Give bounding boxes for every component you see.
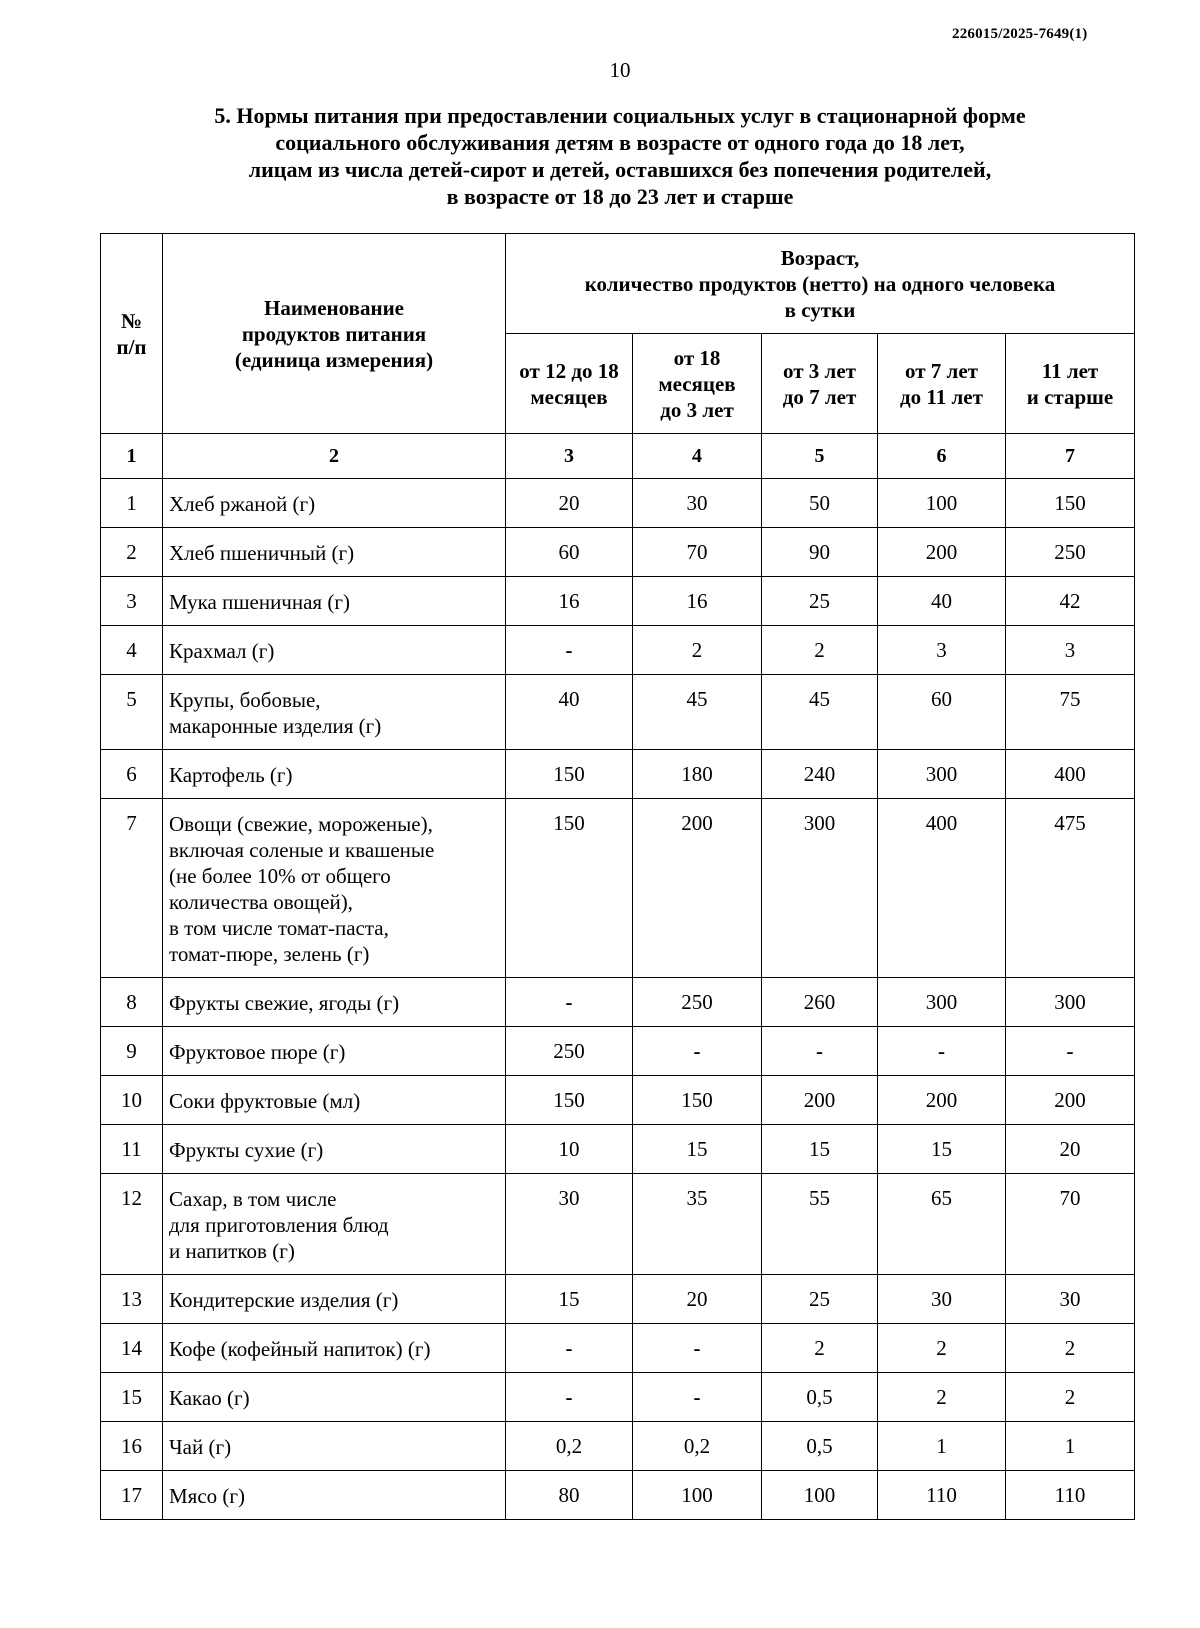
- quantity-cell: 25: [762, 577, 878, 626]
- quantity-cell: -: [762, 1027, 878, 1076]
- title-line: лицам из числа детей-сирот и детей, оставшихся без попечения родителей,: [248, 157, 992, 182]
- quantity-cell: 300: [762, 799, 878, 978]
- quantity-cell: 2: [762, 626, 878, 675]
- quantity-cell: -: [506, 978, 633, 1027]
- product-name-cell: Соки фруктовые (мл): [163, 1076, 506, 1125]
- quantity-cell: 400: [878, 799, 1006, 978]
- quantity-cell: 30: [1006, 1275, 1135, 1324]
- table-row: [101, 1422, 1135, 1471]
- quantity-cell: 150: [506, 1076, 633, 1125]
- quantity-cell: -: [506, 626, 633, 675]
- quantity-cell: 200: [878, 1076, 1006, 1125]
- quantity-cell: 2: [633, 626, 762, 675]
- quantity-cell: 80: [506, 1471, 633, 1520]
- product-name-cell: Фруктовое пюре (г): [163, 1027, 506, 1076]
- header-age-column: 11 лет и старше: [1006, 334, 1135, 434]
- quantity-cell: -: [506, 1373, 633, 1422]
- table-row: [101, 626, 1135, 675]
- product-name-cell: Кофе (кофейный напиток) (г): [163, 1324, 506, 1373]
- product-name-cell: Мука пшеничная (г): [163, 577, 506, 626]
- product-name-cell: Сахар, в том числе для приготовления блюд и напитков (г): [163, 1174, 506, 1275]
- product-name-cell: Крупы, бобовые, макаронные изделия (г): [163, 675, 506, 750]
- table-row: [101, 1324, 1135, 1373]
- table-row: [101, 528, 1135, 577]
- quantity-cell: -: [633, 1324, 762, 1373]
- quantity-cell: 250: [633, 978, 762, 1027]
- quantity-cell: 20: [633, 1275, 762, 1324]
- table-row: [101, 1275, 1135, 1324]
- quantity-cell: 90: [762, 528, 878, 577]
- column-number: 6: [878, 434, 1006, 479]
- quantity-cell: 70: [1006, 1174, 1135, 1275]
- table-row: [101, 1076, 1135, 1125]
- product-name-cell: Фрукты сухие (г): [163, 1125, 506, 1174]
- quantity-cell: 15: [633, 1125, 762, 1174]
- row-number-cell: 7: [101, 799, 163, 978]
- header-age-group: Возраст, количество продуктов (нетто) на одного человека в сутки: [506, 234, 1135, 334]
- row-number-cell: 14: [101, 1324, 163, 1373]
- nutrition-norms-table: [100, 233, 1135, 1520]
- quantity-cell: 0,5: [762, 1422, 878, 1471]
- quantity-cell: 45: [762, 675, 878, 750]
- quantity-cell: 25: [762, 1275, 878, 1324]
- row-number-cell: 15: [101, 1373, 163, 1422]
- column-number: 7: [1006, 434, 1135, 479]
- header-row-number: № п/п: [101, 234, 163, 434]
- quantity-cell: 16: [506, 577, 633, 626]
- table-row: [101, 577, 1135, 626]
- quantity-cell: 0,5: [762, 1373, 878, 1422]
- row-number-cell: 11: [101, 1125, 163, 1174]
- quantity-cell: 475: [1006, 799, 1135, 978]
- quantity-cell: 60: [506, 528, 633, 577]
- quantity-cell: 35: [633, 1174, 762, 1275]
- quantity-cell: 0,2: [633, 1422, 762, 1471]
- quantity-cell: 300: [878, 750, 1006, 799]
- quantity-cell: 30: [506, 1174, 633, 1275]
- header-age-column: от 12 до 18 месяцев: [506, 334, 633, 434]
- quantity-cell: 300: [1006, 978, 1135, 1027]
- row-number-cell: 12: [101, 1174, 163, 1275]
- title-line: 5. Нормы питания при предоставлении социальных услуг в стационарной форме: [214, 103, 1026, 128]
- row-number-cell: 13: [101, 1275, 163, 1324]
- quantity-cell: 200: [1006, 1076, 1135, 1125]
- column-number: 3: [506, 434, 633, 479]
- product-name-cell: Кондитерские изделия (г): [163, 1275, 506, 1324]
- quantity-cell: 0,2: [506, 1422, 633, 1471]
- quantity-cell: 2: [878, 1373, 1006, 1422]
- quantity-cell: 110: [878, 1471, 1006, 1520]
- quantity-cell: -: [506, 1324, 633, 1373]
- product-name-cell: Картофель (г): [163, 750, 506, 799]
- table-row: [101, 1373, 1135, 1422]
- column-number: 2: [163, 434, 506, 479]
- quantity-cell: 100: [762, 1471, 878, 1520]
- quantity-cell: 15: [506, 1275, 633, 1324]
- table-row: [101, 1471, 1135, 1520]
- column-number: 4: [633, 434, 762, 479]
- row-number-cell: 8: [101, 978, 163, 1027]
- quantity-cell: 15: [878, 1125, 1006, 1174]
- header-age-column: от 18 месяцев до 3 лет: [633, 334, 762, 434]
- row-number-cell: 1: [101, 479, 163, 528]
- title-line: социального обслуживания детям в возрасте от одного года до 18 лет,: [275, 130, 965, 155]
- quantity-cell: -: [633, 1027, 762, 1076]
- product-name-cell: Мясо (г): [163, 1471, 506, 1520]
- quantity-cell: 100: [633, 1471, 762, 1520]
- row-number-cell: 4: [101, 626, 163, 675]
- quantity-cell: 70: [633, 528, 762, 577]
- header-age-column: от 3 лет до 7 лет: [762, 334, 878, 434]
- section-title: [150, 102, 1090, 210]
- column-number: 1: [101, 434, 163, 479]
- product-name-cell: Чай (г): [163, 1422, 506, 1471]
- quantity-cell: 2: [1006, 1324, 1135, 1373]
- quantity-cell: 45: [633, 675, 762, 750]
- quantity-cell: 250: [506, 1027, 633, 1076]
- product-name-cell: Овощи (свежие, мороженые), включая соленые и квашеные (не более 10% от общего количества овощей), в том числе томат-паста, томат-пюре, зелень (г): [163, 799, 506, 978]
- row-number-cell: 5: [101, 675, 163, 750]
- quantity-cell: 200: [633, 799, 762, 978]
- page-number: 10: [609, 58, 631, 82]
- table-row: [101, 675, 1135, 750]
- quantity-cell: 2: [1006, 1373, 1135, 1422]
- quantity-cell: -: [633, 1373, 762, 1422]
- table-row: [101, 1174, 1135, 1275]
- quantity-cell: 150: [633, 1076, 762, 1125]
- product-name-cell: Хлеб ржаной (г): [163, 479, 506, 528]
- title-line: в возрасте от 18 до 23 лет и старше: [446, 184, 794, 209]
- quantity-cell: 100: [878, 479, 1006, 528]
- column-number: 5: [762, 434, 878, 479]
- header-age-column: от 7 лет до 11 лет: [878, 334, 1006, 434]
- quantity-cell: 40: [878, 577, 1006, 626]
- quantity-cell: -: [878, 1027, 1006, 1076]
- quantity-cell: 300: [878, 978, 1006, 1027]
- product-name-cell: Какао (г): [163, 1373, 506, 1422]
- quantity-cell: 180: [633, 750, 762, 799]
- quantity-cell: 1: [1006, 1422, 1135, 1471]
- quantity-cell: 16: [633, 577, 762, 626]
- row-number-cell: 2: [101, 528, 163, 577]
- quantity-cell: 250: [1006, 528, 1135, 577]
- quantity-cell: 3: [1006, 626, 1135, 675]
- quantity-cell: 40: [506, 675, 633, 750]
- quantity-cell: 50: [762, 479, 878, 528]
- table-row: [101, 1125, 1135, 1174]
- quantity-cell: 65: [878, 1174, 1006, 1275]
- quantity-cell: 42: [1006, 577, 1135, 626]
- quantity-cell: 20: [1006, 1125, 1135, 1174]
- document-registration-number: 226015/2025-7649(1): [952, 26, 1088, 42]
- quantity-cell: 200: [878, 528, 1006, 577]
- quantity-cell: 2: [878, 1324, 1006, 1373]
- row-number-cell: 16: [101, 1422, 163, 1471]
- quantity-cell: 75: [1006, 675, 1135, 750]
- row-number-cell: 10: [101, 1076, 163, 1125]
- quantity-cell: 240: [762, 750, 878, 799]
- quantity-cell: 30: [633, 479, 762, 528]
- quantity-cell: 400: [1006, 750, 1135, 799]
- table-row: [101, 978, 1135, 1027]
- table-row: [101, 799, 1135, 978]
- quantity-cell: 20: [506, 479, 633, 528]
- quantity-cell: 2: [762, 1324, 878, 1373]
- quantity-cell: -: [1006, 1027, 1135, 1076]
- row-number-cell: 6: [101, 750, 163, 799]
- product-name-cell: Крахмал (г): [163, 626, 506, 675]
- quantity-cell: 150: [1006, 479, 1135, 528]
- quantity-cell: 200: [762, 1076, 878, 1125]
- quantity-cell: 110: [1006, 1471, 1135, 1520]
- quantity-cell: 30: [878, 1275, 1006, 1324]
- table-row: [101, 1027, 1135, 1076]
- quantity-cell: 60: [878, 675, 1006, 750]
- table-body: [101, 479, 1135, 1520]
- quantity-cell: 150: [506, 750, 633, 799]
- product-name-cell: Хлеб пшеничный (г): [163, 528, 506, 577]
- quantity-cell: 1: [878, 1422, 1006, 1471]
- quantity-cell: 15: [762, 1125, 878, 1174]
- quantity-cell: 10: [506, 1125, 633, 1174]
- quantity-cell: 3: [878, 626, 1006, 675]
- table-row: [101, 479, 1135, 528]
- table-row: [101, 750, 1135, 799]
- row-number-cell: 17: [101, 1471, 163, 1520]
- quantity-cell: 260: [762, 978, 878, 1027]
- product-name-cell: Фрукты свежие, ягоды (г): [163, 978, 506, 1027]
- row-number-cell: 3: [101, 577, 163, 626]
- quantity-cell: 150: [506, 799, 633, 978]
- row-number-cell: 9: [101, 1027, 163, 1076]
- quantity-cell: 55: [762, 1174, 878, 1275]
- header-product-name: Наименование продуктов питания (единица измерения): [163, 234, 506, 434]
